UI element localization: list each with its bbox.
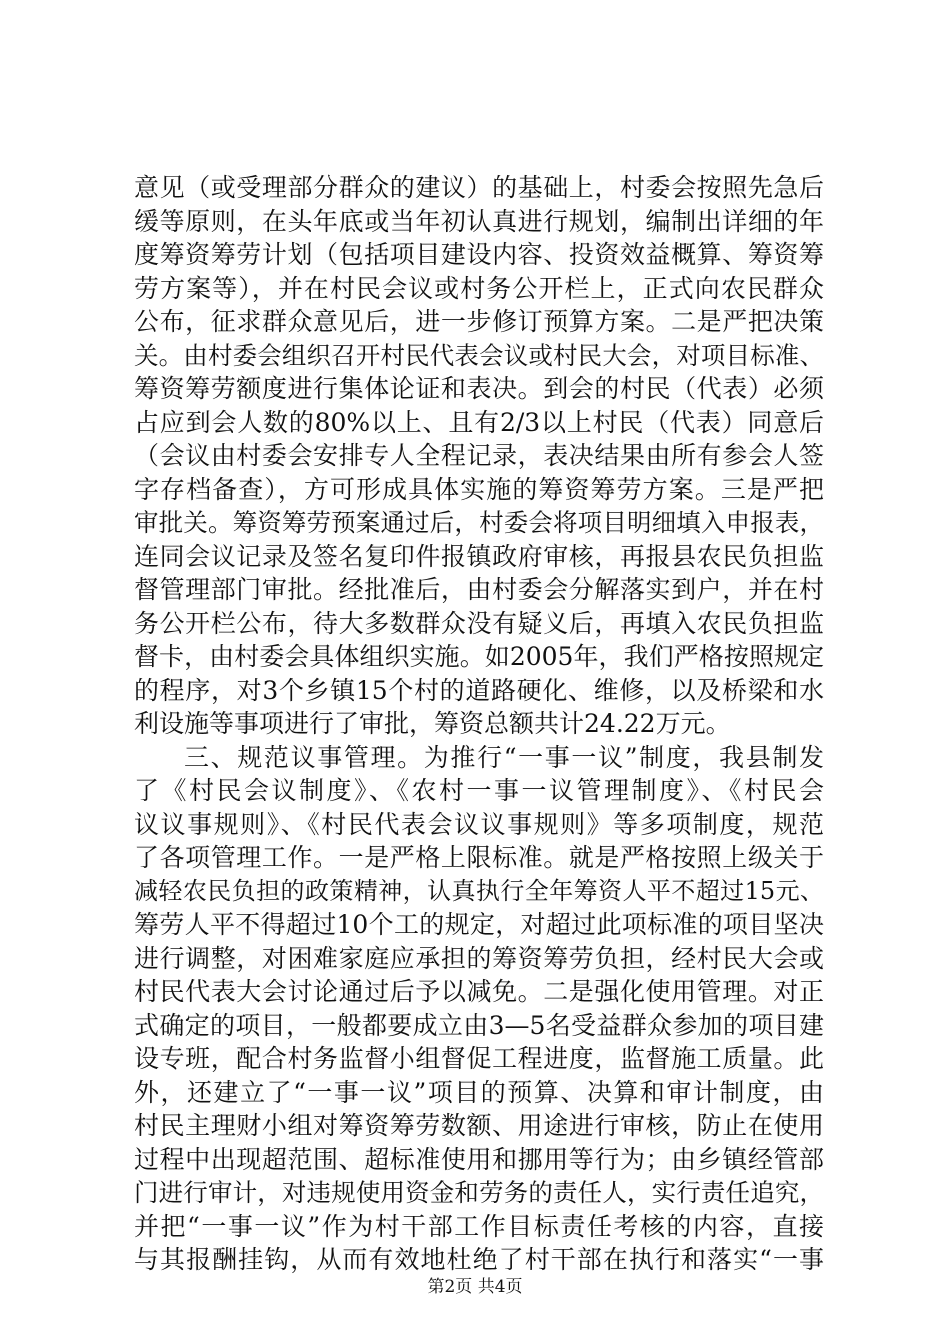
text-line: 过程中出现超范围、超标准使用和挪用等行为；由乡镇经管部 bbox=[134, 1144, 824, 1174]
text-line: （会议由村委会安排专人全程记录，表决结果由所有参会人签 bbox=[134, 441, 824, 470]
text-line: 了《村民会议制度》、《农村一事一议管理制度》、《村民会 bbox=[134, 776, 824, 805]
document-body bbox=[134, 171, 824, 1277]
text-line: 字存档备查），方可形成具体实施的筹资筹劳方案。三是严把 bbox=[134, 474, 824, 504]
text-line: 劳方案等），并在村民会议或村务公开栏上，正式向农民群众 bbox=[134, 273, 824, 303]
text-line: 村民代表大会讨论通过后予以减免。二是强化使用管理。对正 bbox=[134, 977, 824, 1006]
text-line: 督卡，由村委会具体组织实施。如2005年，我们严格按照规定 bbox=[134, 642, 824, 671]
text-line: 门进行审计，对违规使用资金和劳务的责任人，实行责任追究， bbox=[134, 1178, 824, 1207]
text-line: 减轻农民负担的政策精神，认真执行全年筹资人平不超过15元、 bbox=[134, 876, 824, 905]
text-line: 公布，征求群众意见后，进一步修订预算方案。二是严把决策 bbox=[134, 307, 824, 336]
text-line: 度筹资筹劳计划（包括项目建设内容、投资效益概算、筹资筹 bbox=[134, 240, 824, 269]
text-line: 筹劳人平不得超过10个工的规定，对超过此项标准的项目坚决 bbox=[134, 910, 824, 939]
text-line: 利设施等事项进行了审批，筹资总额共计24.22万元。 bbox=[134, 709, 731, 738]
text-line: 关。由村委会组织召开村民代表会议或村民大会，对项目标准、 bbox=[134, 340, 824, 370]
section-heading-line: 三、规范议事管理。为推行“一事一议”制度，我县制发 bbox=[184, 742, 824, 772]
text-line: 意见（或受理部分群众的建议）的基础上，村委会按照先急后 bbox=[134, 173, 824, 202]
text-line: 进行调整，对困难家庭应承担的筹资筹劳负担，经村民大会或 bbox=[134, 943, 824, 973]
text-line: 外，还建立了“一事一议”项目的预算、决算和审计制度，由 bbox=[134, 1077, 824, 1107]
text-line: 审批关。筹资筹劳预案通过后，村委会将项目明细填入申报表， bbox=[134, 508, 824, 537]
text-line: 缓等原则，在头年底或当年初认真进行规划，编制出详细的年 bbox=[134, 206, 824, 236]
text-line: 筹资筹劳额度进行集体论证和表决。到会的村民（代表）必须 bbox=[134, 374, 824, 403]
text-line: 督管理部门审批。经批准后，由村委会分解落实到户，并在村 bbox=[134, 575, 824, 604]
page-number-footer: 第2页 共4页 bbox=[427, 1277, 523, 1297]
text-line: 了各项管理工作。一是严格上限标准。就是严格按照上级关于 bbox=[134, 843, 824, 872]
text-line: 连同会议记录及签名复印件报镇政府审核，再报县农民负担监 bbox=[134, 541, 824, 571]
text-line: 与其报酬挂钩，从而有效地杜绝了村干部在执行和落实“一事 bbox=[134, 1245, 824, 1274]
text-line: 议议事规则》、《村民代表会议议事规则》等多项制度，规范 bbox=[134, 809, 824, 839]
text-line: 占应到会人数的80%以上、且有2/3以上村民（代表）同意后 bbox=[134, 407, 824, 437]
text-line: 务公开栏公布，待大多数群众没有疑义后，再填入农民负担监 bbox=[134, 608, 824, 638]
text-line: 式确定的项目，一般都要成立由3—5名受益群众参加的项目建 bbox=[134, 1010, 824, 1040]
text-line: 的程序，对3个乡镇15个村的道路硬化、维修，以及桥梁和水 bbox=[134, 675, 824, 705]
text-line: 并把“一事一议”作为村干部工作目标责任考核的内容，直接 bbox=[134, 1211, 824, 1241]
text-line: 设专班，配合村务监督小组督促工程进度，监督施工质量。此 bbox=[134, 1044, 824, 1073]
text-line: 村民主理财小组对筹资筹劳数额、用途进行审核，防止在使用 bbox=[134, 1111, 824, 1140]
